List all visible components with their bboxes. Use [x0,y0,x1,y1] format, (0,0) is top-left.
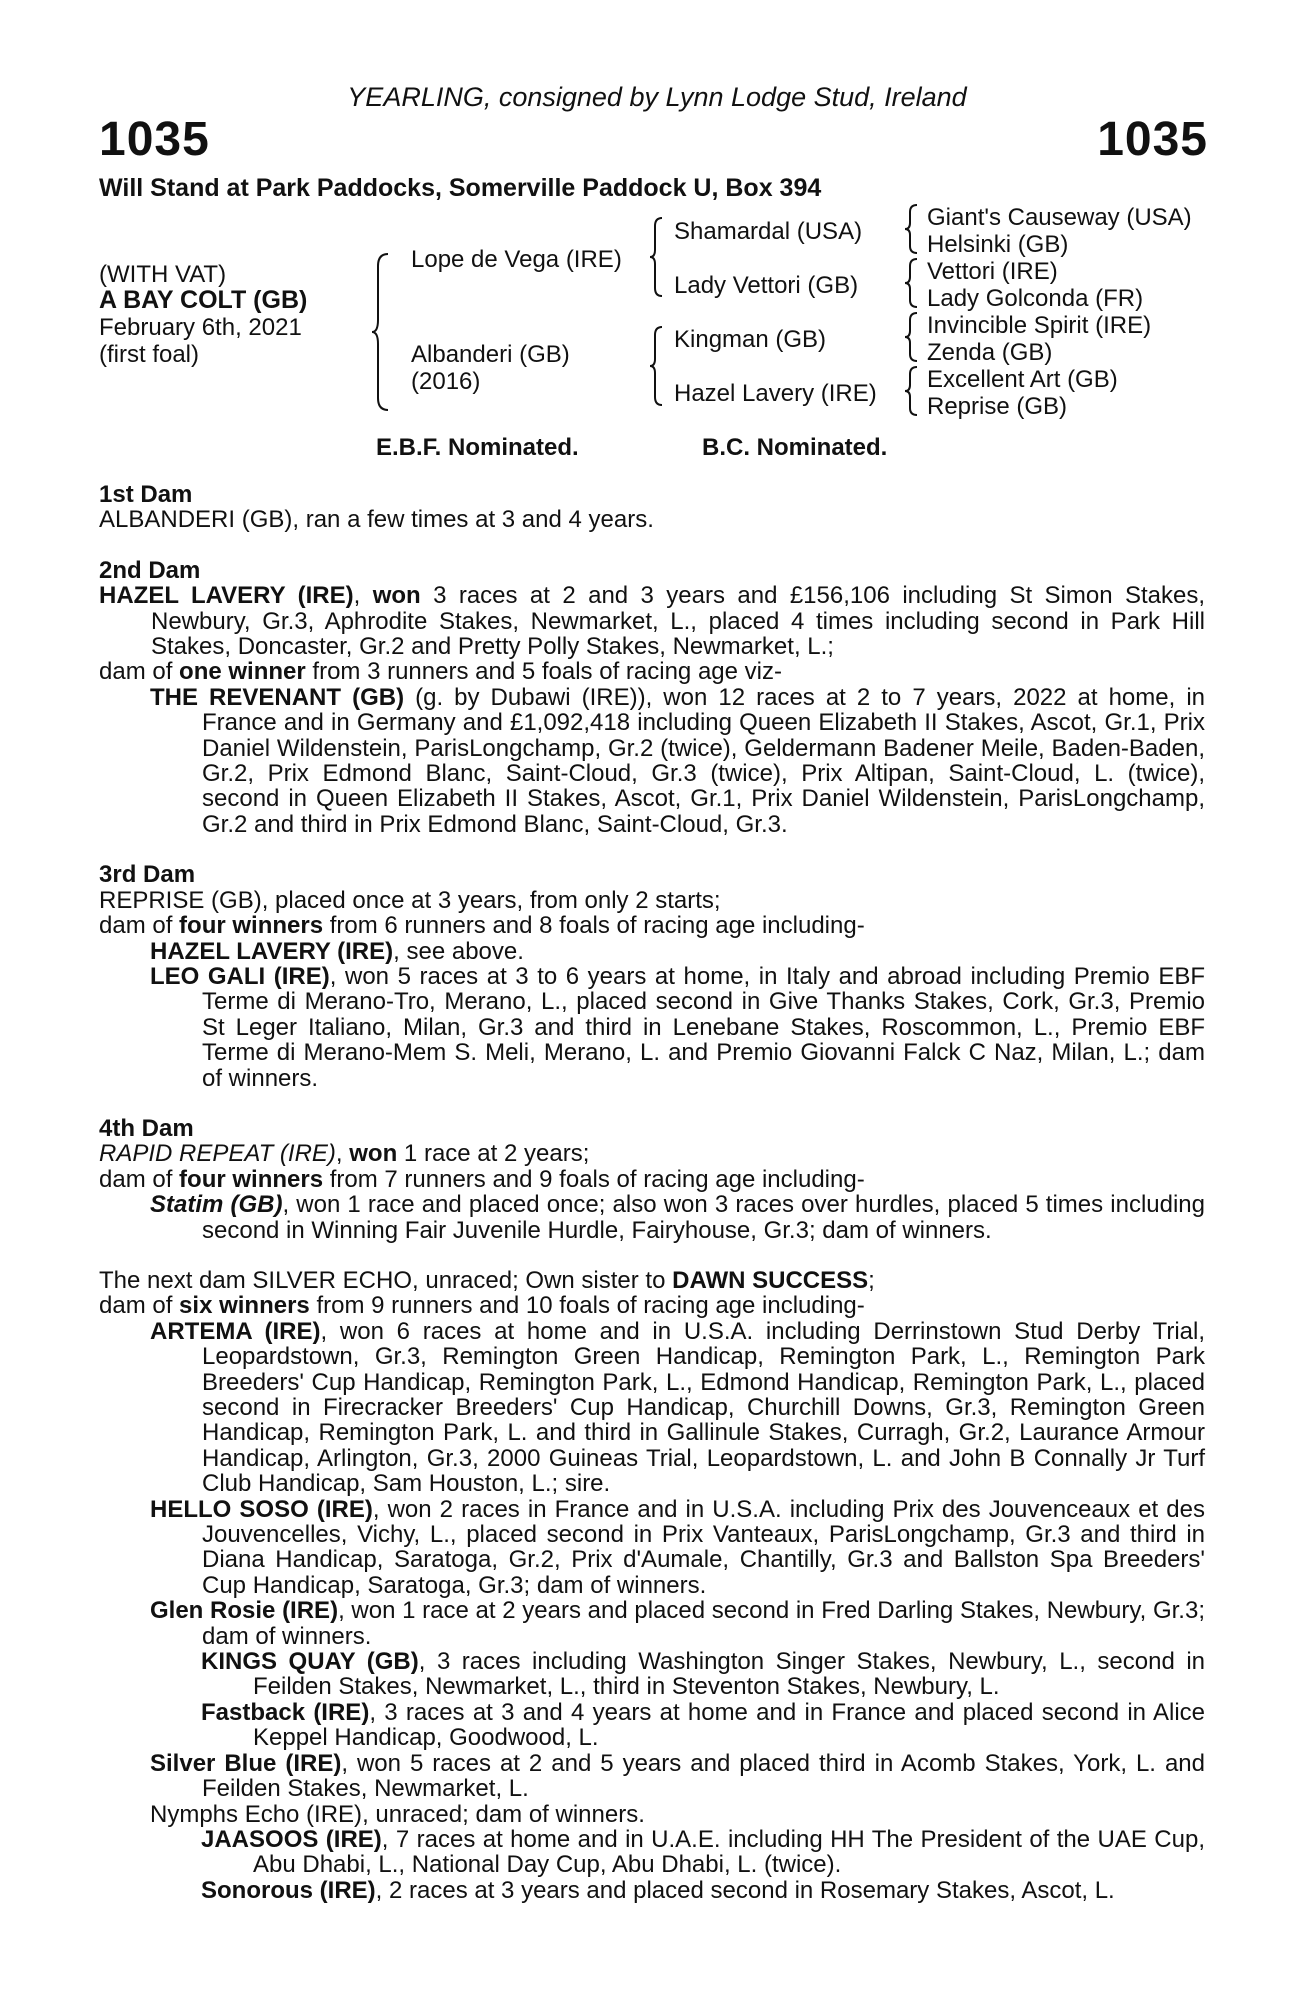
dam-dam: Hazel Lavery (IRE) [674,380,877,407]
progeny-entry: Statim (GB), won 1 race and placed once; also won 3 races over hurdles, placed 5 times including second in Winning Fair Juvenile Hurdle, Fairyhouse, Gr.3; dam of winners. [150,1191,1206,1244]
second-dam-heading: 2nd Dam [99,556,201,584]
progeny-entry: Glen Rosie (IRE), won 1 race at 2 years and placed second in Fred Darling Stakes, Newbury, Gr.3; dam of winners. [150,1597,1205,1650]
third-dam-heading: 3rd Dam [99,861,196,889]
horse-name: A BAY COLT (GB) [99,286,308,314]
dam: Albanderi (GB) [411,341,570,368]
pedigree-brace-main [370,252,392,412]
foal-note: (first foal) [99,341,200,368]
foaling-date: February 6th, 2021 [99,314,302,341]
progeny-entry: HELLO SOSO (IRE), won 2 races in France and in U.S.A. including Prix des Jouvenceaux et des Jouvencelles, Vichy, L., placed second in Prix Vanteaux, ParisLongchamp, Gr.3 and third in Diana Handicap, Saratoga, Gr.2, Prix d'Aumale, Chantilly, Gr.3 and Ballston Spa Breeders' Cup Handicap, Saratoga, Gr.3; dam of winners. [150,1495,1205,1599]
first-dam-text: ALBANDERI (GB), ran a few times at 3 and 4 years. [99,506,654,534]
progeny-entry: Sonorous (IRE), 2 races at 3 years and placed second in Rosemary Stakes, Ascot, L. [201,1876,1115,1904]
stand-location: Will Stand at Park Paddocks, Somerville Paddock U, Box 394 [99,174,822,202]
progeny-entry: Fastback (IRE), 3 races at 3 and 4 years at home and in France and placed second in Alice Keppel Handicap, Goodwood, L. [201,1698,1205,1752]
progeny-entry: KINGS QUAY (GB), 3 races including Washington Singer Stakes, Newbury, L., second in Feilden Stakes, Newmarket, L., third in Steventon Stakes, Newbury, L. [201,1648,1206,1701]
gen3-6: Zenda (GB) [927,339,1053,366]
gen3-3: Vettori (IRE) [927,258,1058,285]
progeny-entry: Silver Blue (IRE), won 5 races at 2 and 5 years and placed third in Acomb Stakes, York, L. and Feilden Stakes, Newmarket, L. [150,1749,1205,1803]
fourth-dam-text: RAPID REPEAT (IRE), won 1 race at 2 years; [99,1140,590,1168]
progeny-entry: ARTEMA (IRE), won 6 races at home and in U.S.A. including Derrinstown Stud Derby Trial, Leopardstown, Gr.3, Remington Green Handicap, Remington Park, L., Remington Park Breeders' Cup Handicap, Remington Park, L., Edmond Handicap, Remington Park, L., placed second in Firecracker Breeders' Cup Handicap, Churchill Downs, Gr.3, Remington Green Handicap, Remington Park, L. and third in Gallinule Stakes, Curragh, Gr.2, Laurance Armour Handicap, Arlington, Gr.3, 2000 Guineas Trial, Leopardstown, L. and John B Connally Jr Turf Club Handicap, Sam Houston, L.; sire. [150,1317,1205,1498]
gen3-2: Helsinki (GB) [927,231,1069,258]
third-dam-produce: dam of four winners from 6 runners and 8 foals of racing age including- [99,912,865,940]
next-dam-produce: dam of six winners from 9 runners and 10 foals of racing age including- [99,1292,865,1320]
progeny-entry: JAASOOS (IRE), 7 races at home and in U.A.E. including HH The President of the UAE Cup, Abu Dhabi, L., National Day Cup, Abu Dhabi, L. (twice). [201,1825,1205,1879]
gen3-4: Lady Golconda (FR) [927,285,1144,312]
progeny-entry: THE REVENANT (GB) (g. by Dubawi (IRE)), won 12 races at 2 to 7 years, 2022 at home, in France and in Germany and £1,092,418 including Queen Elizabeth II Stakes, Ascot, Gr.1, Prix Daniel Wildenstein, ParisLongchamp, Gr.2 (twice), Geldermann Badener Meile, Baden-Baden, Gr.2, Prix Edmond Blanc, Saint-Cloud, Gr.3 (twice), Prix Altipan, Saint-Cloud, L. (twice), second in Queen Elizabeth II Stakes, Ascot, Gr.1, Prix Daniel Wildenstein, ParisLongchamp, Gr.2 and third in Prix Edmond Blanc, Saint-Cloud, Gr.3. [150,683,1205,838]
bc-nominated: B.C. Nominated. [702,434,888,461]
sire: Lope de Vega (IRE) [411,246,622,273]
pedigree-brace-shamardal [903,203,921,255]
fourth-dam-heading: 4th Dam [99,1114,194,1142]
pedigree-notes [99,482,1205,1903]
third-dam-text: REPRISE (GB), placed once at 3 years, from only 2 starts; [99,886,721,914]
pedigree-brace-sire [648,216,666,298]
progeny-entry: LEO GALI (IRE), won 5 races at 3 to 6 years at home, in Italy and abroad including Premio EBF Terme di Merano-Tro, Merano, L., placed second in Give Thanks Stakes, Cork, Gr.3, Premio St Leger Italiano, Milan, Gr.3 and third in Lenebane Stakes, Roscommon, L., Premio EBF Terme di Merano-Mem S. Meli, Merano, L. and Premio Giovanni Falck C Naz, Milan, L.; dam of winners. [150,962,1205,1092]
pedigree-brace-lady-vettori [903,257,921,309]
gen3-8: Reprise (GB) [927,393,1068,420]
sire-sire: Shamardal (USA) [674,218,863,245]
second-dam-record: HAZEL LAVERY (IRE), won 3 races at 2 and 3 years and £156,106 including St Simon Stakes, Newbury, Gr.3, Aphrodite Stakes, Newmarket, L., placed 4 times including second in Park Hill Stakes, Doncaster, Gr.2 and Pretty Polly Stakes, Newmarket, L.; [99,582,1206,661]
pedigree-brace-hazel-lavery [903,365,921,417]
ebf-nominated: E.B.F. Nominated. [376,434,579,461]
gen3-1: Giant's Causeway (USA) [927,204,1192,231]
lot-number-right: 1035 [1097,113,1208,166]
progeny-entry: HAZEL LAVERY (IRE), see above. [150,937,524,965]
pedigree-brace-kingman [903,311,921,363]
consignment-line: YEARLING, consigned by Lynn Lodge Stud, Ireland [347,82,967,112]
dam-sire: Kingman (GB) [674,326,827,353]
gen3-5: Invincible Spirit (IRE) [927,312,1152,339]
sire-dam: Lady Vettori (GB) [674,272,859,299]
dam-year: (2016) [411,368,481,395]
vat-note: (WITH VAT) [99,261,227,288]
first-dam-heading: 1st Dam [99,481,193,508]
pedigree-brace-dam [648,325,666,407]
second-dam-produce: dam of one winner from 3 runners and 5 foals of racing age viz- [99,658,782,686]
gen3-7: Excellent Art (GB) [927,366,1118,393]
fourth-dam-produce: dam of four winners from 7 runners and 9 foals of racing age including- [99,1165,865,1193]
progeny-entry: Nymphs Echo (IRE), unraced; dam of winners. [150,1800,645,1828]
lot-number-left: 1035 [99,113,210,166]
next-dam-intro: The next dam SILVER ECHO, unraced; Own sister to DAWN SUCCESS; [99,1266,875,1294]
